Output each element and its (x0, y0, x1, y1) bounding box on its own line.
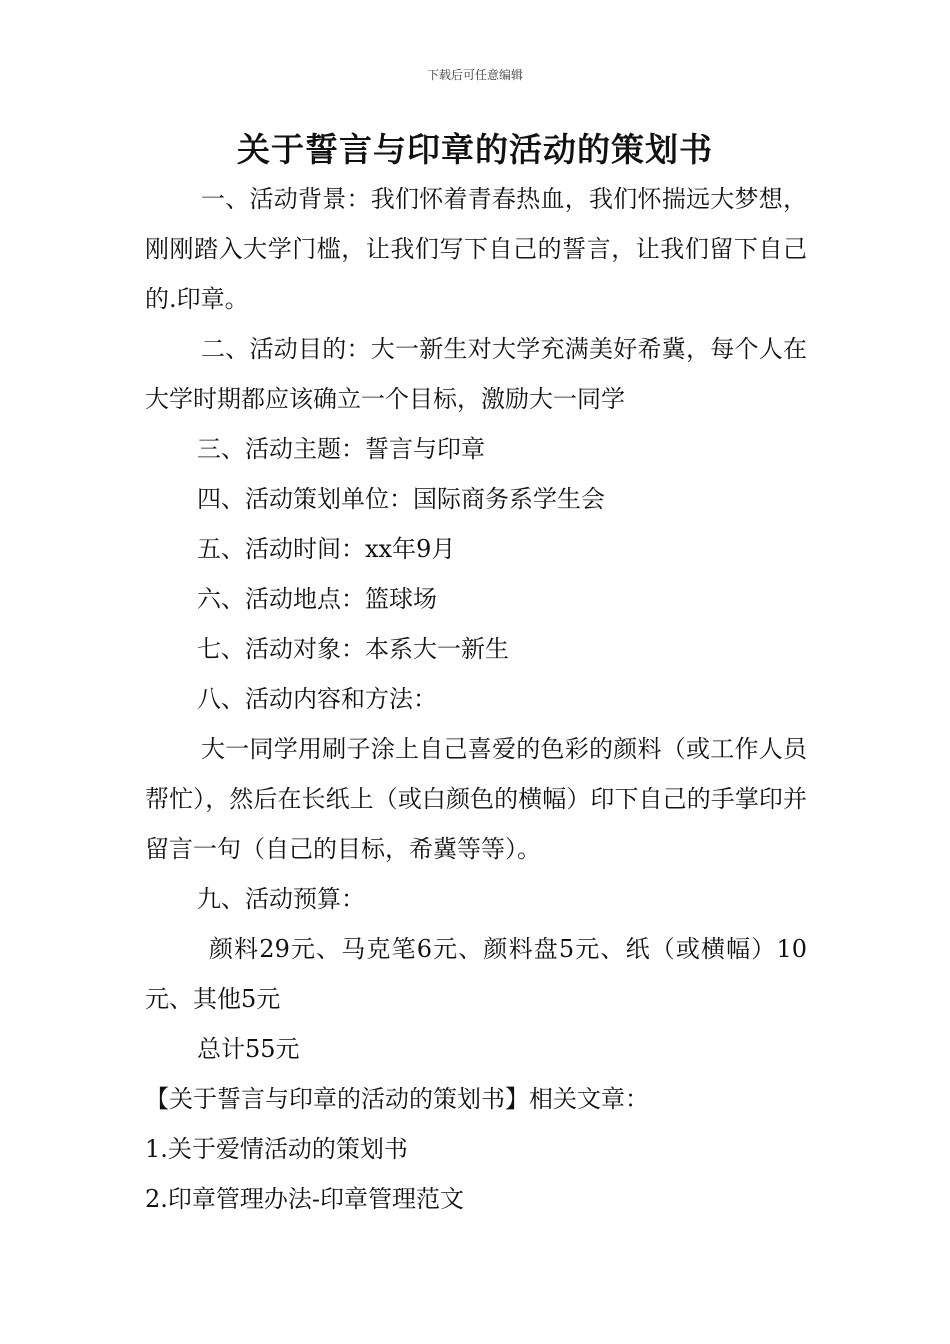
paragraph-content-heading: 八、活动内容和方法： (197, 685, 437, 713)
paragraph-time: 五、活动时间：xx年9月 (197, 535, 456, 563)
paragraph-budget: 颜料29元、马克笔6元、颜料盘5元、纸（或横幅）10元、其他5元 (145, 935, 807, 1013)
paragraph-theme: 三、活动主题：誓言与印章 (197, 435, 485, 463)
header-note: 下载后可任意编辑 (426, 68, 523, 82)
paragraph-total: 总计55元 (197, 1035, 300, 1063)
paragraph-location: 六、活动地点：篮球场 (197, 585, 437, 613)
paragraph-audience: 七、活动对象：本系大一新生 (197, 635, 509, 663)
document-title: 关于誓言与印章的活动的策划书 (237, 130, 713, 169)
paragraph-organizer: 四、活动策划单位：国际商务系学生会 (197, 485, 605, 513)
related-link-1[interactable]: 1.关于爱情活动的策划书 (145, 1135, 408, 1163)
paragraph-budget-heading: 九、活动预算： (197, 885, 365, 913)
related-heading: 【关于誓言与印章的活动的策划书】相关文章： (145, 1085, 649, 1113)
document-body (145, 174, 807, 1224)
paragraph-background: 一、活动背景：我们怀着青春热血，我们怀揣远大梦想，刚刚踏入大学门槛，让我们写下自己的誓言，让我们留下自己的.印章。 (145, 185, 807, 313)
paragraph-content: 大一同学用刷子涂上自己喜爱的色彩的颜料（或工作人员帮忙），然后在长纸上（或白颜色的横幅）印下自己的手掌印并留言一句（自己的目标，希冀等等）。 (145, 735, 807, 863)
paragraph-purpose: 二、活动目的：大一新生对大学充满美好希冀，每个人在大学时期都应该确立一个目标，激励大一同学 (145, 335, 807, 413)
related-link-2[interactable]: 2.印章管理办法-印章管理范文 (145, 1185, 465, 1213)
